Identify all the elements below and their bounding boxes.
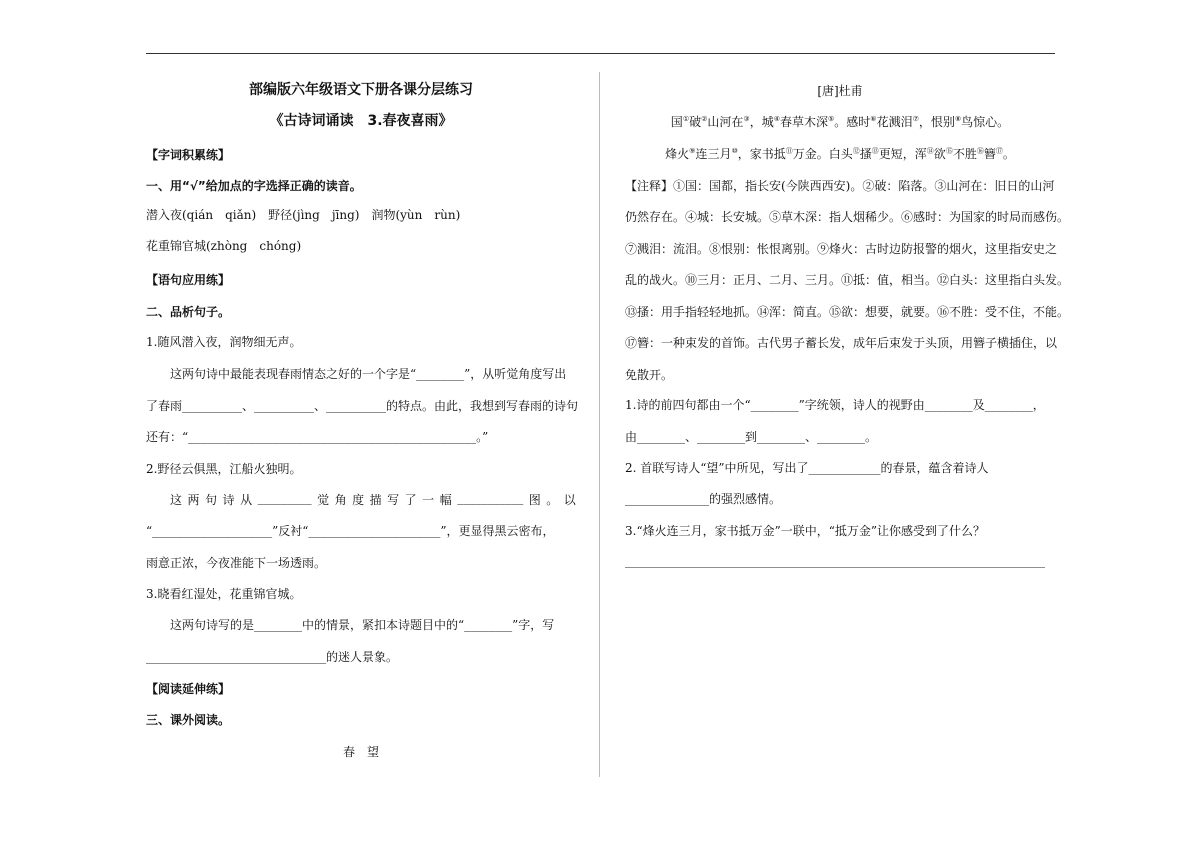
section-reading-heading: 【阅读延伸练】 (146, 682, 231, 696)
spaced-word: 角 (334, 493, 347, 507)
annotation-line: ⑰簪：一种束发的首饰。古代男子蓄长发，成年后束发于头顶，用簪子横插住，以 (625, 336, 1058, 350)
note-marker: ④ (773, 115, 780, 123)
poem-text: 搔 (859, 147, 872, 161)
page-title: 部编版六年级语文下册各课分层练习 (249, 82, 473, 98)
poem-text: 不胜 (952, 147, 977, 161)
annotation-line: ⑬搔：用手指轻轻地抓。⑭浑：简直。⑮欲：想要，就要。⑯不胜：受不住，不能。 (625, 305, 1070, 319)
spaced-word: 这 (170, 493, 183, 507)
sentence-2-para-3: 雨意正浓，今夜准能下一场透雨。 (146, 556, 327, 570)
spaced-word: 从 (240, 493, 253, 507)
column-divider (599, 72, 600, 777)
sentence-1-para-1: 这两句诗中最能表现春雨情态之好的一个字是“________”，从听觉角度写出 (170, 367, 567, 381)
poem-text: 。感时 (834, 115, 871, 129)
note-marker: ② (701, 115, 708, 123)
sentence-3: 3.晓看红湿处，花重锦官城。 (146, 587, 302, 601)
note-marker: ⑬ (871, 147, 879, 155)
sentence-2-para-1 (146, 491, 576, 508)
spaced-word: 句 (205, 493, 218, 507)
poem-author: [唐]杜甫 (817, 84, 863, 98)
spaced-word: 描 (369, 493, 382, 507)
poem-text: 。 (1002, 147, 1015, 161)
sentence-2-para-2: “____________________”反衬“______________________”，更显得黑云密布， (146, 524, 555, 538)
top-rule (146, 53, 1055, 54)
annotation-line: 【注释】①国：国都，指长安(今陕西西安)。②破：陷落。③山河在：旧日的山河 (625, 179, 1055, 193)
spaced-word: 以 (563, 493, 576, 507)
poem-text: 国 (670, 115, 683, 129)
question-3-title: 三、课外阅读。 (146, 713, 231, 727)
pinyin-line-2: 花重锦官城(zhòng chóng) (146, 239, 302, 253)
poem-text: 鸟惊心。 (961, 115, 1010, 129)
note-marker: ⑩ (731, 147, 738, 155)
note-marker: ⑪ (785, 147, 793, 155)
sentence-1-para-3: 还有：“________________________________________________。” (146, 430, 489, 444)
section-vocab-heading: 【字词积累练】 (146, 148, 231, 162)
sentence-3-para-1: 这两句诗写的是________中的情景，紧扣本诗题目中的“________”字，写 (170, 618, 555, 632)
note-marker: ⑮ (945, 147, 953, 155)
spaced-word: 诗 (222, 493, 235, 507)
poem-text: 更短，浑 (878, 147, 927, 161)
note-marker: ⑫ (852, 147, 860, 155)
poem-text: ，恨别 (918, 115, 955, 129)
reading-q1-line-2: 由________、________到________、________。 (625, 430, 878, 444)
note-marker: ⑦ (912, 115, 919, 123)
spaced-word: 了 (404, 493, 417, 507)
spaced-word: 。 (546, 493, 559, 507)
note-marker: ⑧ (954, 115, 962, 123)
annotation-line: ⑦溅泪：流泪。⑧恨别：怅恨离别。⑨烽火：古时边防报警的烟火，这里指安史之 (625, 242, 1058, 256)
spaced-word: 写 (387, 493, 400, 507)
poem-text: 欲 (933, 147, 946, 161)
spaced-word: 觉 (317, 493, 330, 507)
poem-text: 山河在 (707, 115, 744, 129)
poem-text: 破 (689, 115, 702, 129)
spaced-word: ___________ (457, 491, 524, 505)
annotation-line: 仍然存在。④城：长安城。⑤草木深：指人烟稀少。⑥感时：为国家的时局而感伤。 (625, 210, 1070, 224)
section-sentence-heading: 【语句应用练】 (146, 273, 231, 287)
spaced-word: 图 (528, 493, 541, 507)
note-marker: ⑰ (995, 147, 1003, 155)
note-marker: ① (682, 115, 690, 123)
poem-text: 簪 (983, 147, 996, 161)
spaced-word: 一 (422, 493, 435, 507)
poem-text: 花溅泪 (876, 115, 913, 129)
sentence-1: 1.随风潜入夜，润物细无声。 (146, 335, 302, 349)
poem-text: 万金。白头 (792, 147, 853, 161)
note-marker: ⑨ (689, 147, 696, 155)
poem-line-1 (625, 113, 1055, 130)
spaced-word: 度 (352, 493, 365, 507)
reading-q2-line-1: 2. 首联写诗人“望”中所见，写出了____________的春景，蕴含着诗人 (625, 461, 989, 475)
reading-q2-line-2: ______________的强烈感情。 (625, 492, 782, 506)
question-2-title: 二、品析句子。 (146, 305, 231, 319)
reading-q3: 3.“烽火连三月，家书抵万金”一联中，“抵万金”让你感受到了什么？ (625, 524, 985, 538)
poem-text: ，家书抵 (737, 147, 786, 161)
note-marker: ⑭ (926, 147, 934, 155)
reading-q1-line-1: 1.诗的前四句都由一个“________”字统领，诗人的视野由________及________， (625, 398, 1045, 412)
poem-line-2 (625, 145, 1055, 162)
note-marker: ③ (743, 115, 750, 123)
sentence-2: 2.野径云俱黑，江船火独明。 (146, 462, 302, 476)
spaced-word: 幅 (439, 493, 452, 507)
poem-text: 连三月 (695, 147, 732, 161)
spaced-word: 两 (187, 493, 200, 507)
sentence-1-para-2: 了春雨__________、__________、__________的特点。由此，我想到写春雨的诗句 (146, 399, 579, 413)
note-marker: ⑤ (828, 115, 835, 123)
annotation-line: 免散开。 (625, 368, 674, 382)
note-marker: ⑥ (870, 115, 877, 123)
sentence-3-para-2: ______________________________的迷人景象。 (146, 650, 399, 664)
reading-q3-answer-line[interactable]: ______________________________________________________________________ (625, 554, 1045, 568)
poem-text: ，城 (749, 115, 774, 129)
question-1-title: 一、用“√”给加点的字选择正确的读音。 (146, 179, 362, 193)
note-marker: ⑯ (976, 147, 984, 155)
lesson-subtitle: 《古诗词诵读 3.春夜喜雨》 (269, 113, 453, 129)
poem-text: 春草木深 (779, 115, 828, 129)
poem-title: 春 望 (342, 745, 379, 759)
poem-text: 烽火 (665, 147, 690, 161)
spaced-word: _________ (257, 491, 312, 505)
annotation-line: 乱的战火。⑩三月：正月、二月、三月。⑪抵：值，相当。⑫白头：这里指白头发。 (625, 273, 1070, 287)
pinyin-line-1: 潜入夜(qián qiǎn) 野径(jìng jīng) 润物(yùn rùn) (146, 208, 461, 222)
